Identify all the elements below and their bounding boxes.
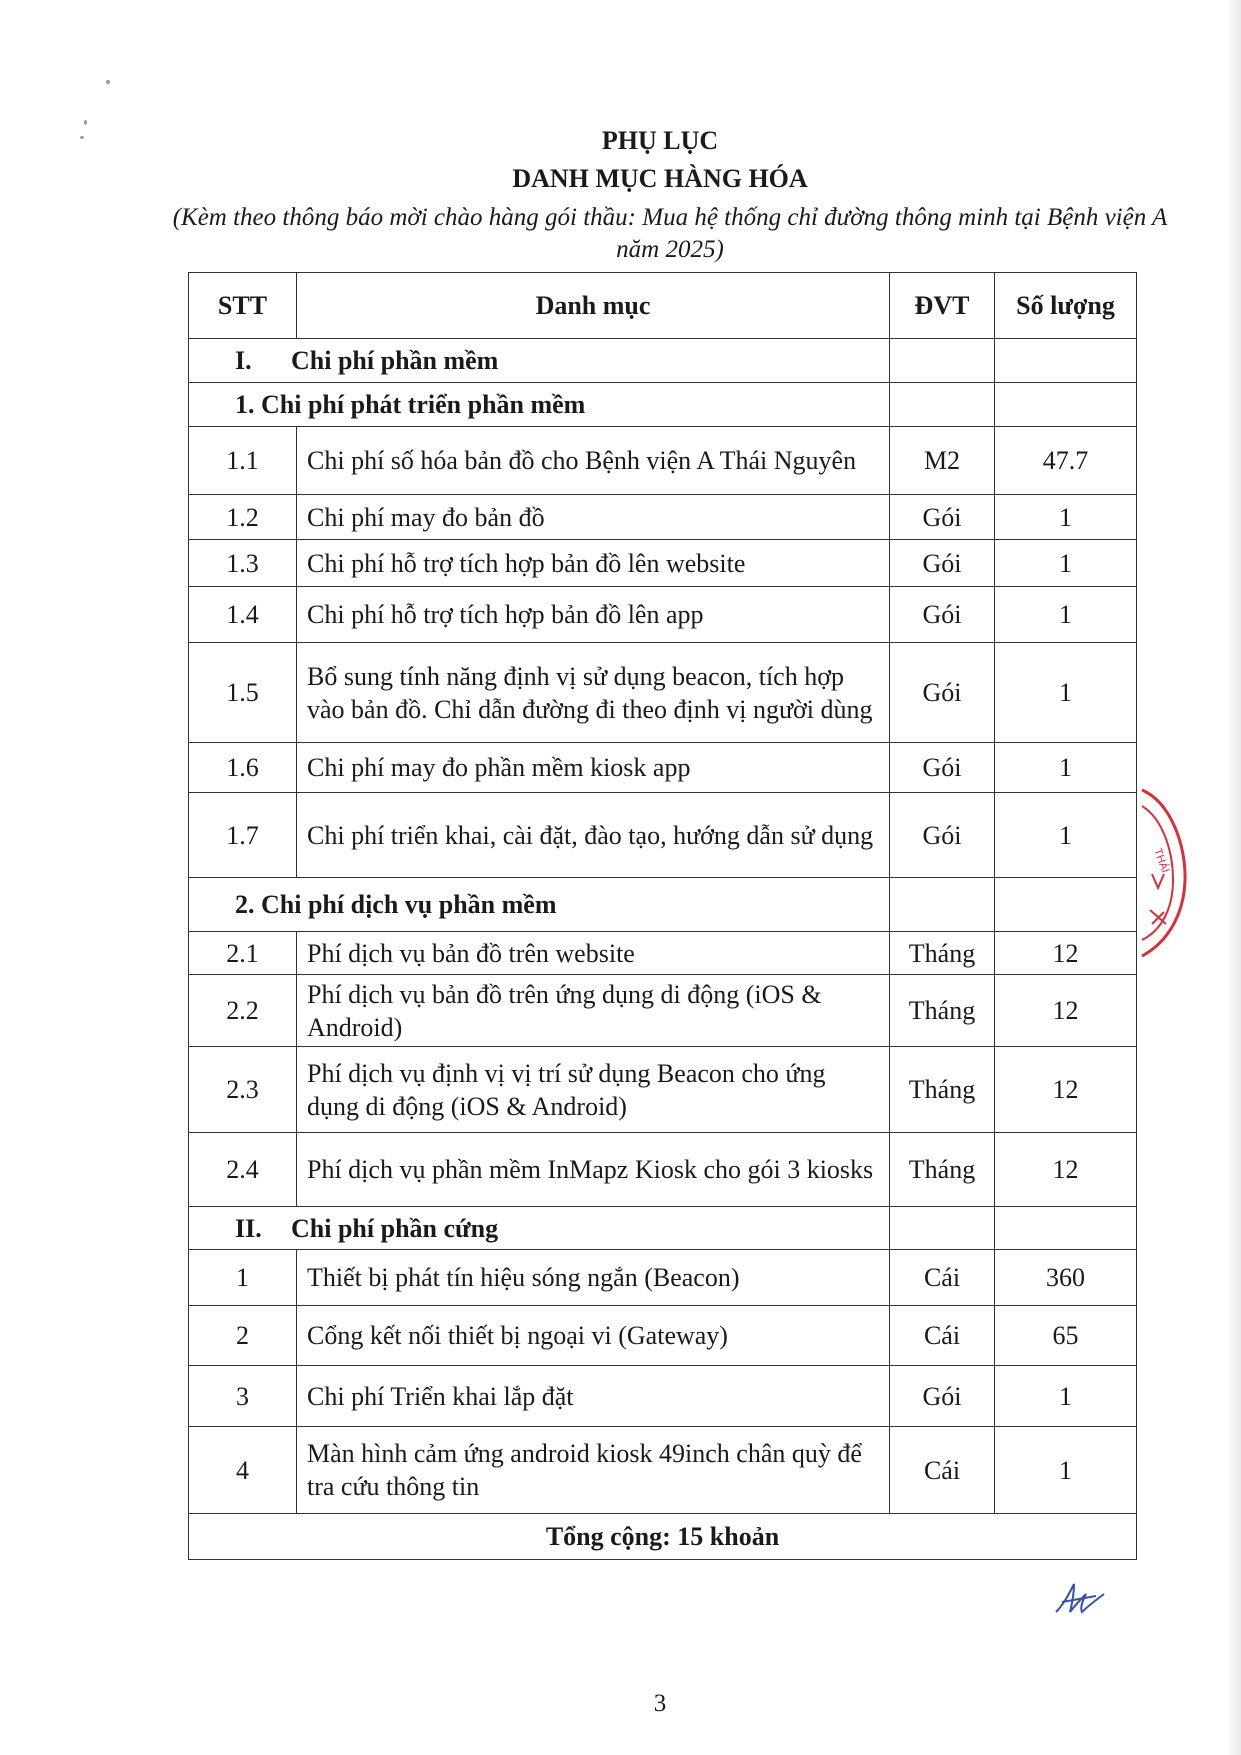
row-item: Chi phí hỗ trợ tích hợp bản đồ lên app: [297, 587, 890, 643]
column-header-item: Danh mục: [297, 273, 890, 339]
row-unit: Gói: [890, 587, 995, 643]
table-row: [189, 975, 1137, 1047]
table-row: [189, 643, 1137, 743]
row-item: Phí dịch vụ bản đồ trên website: [297, 932, 890, 975]
section-label: Chi phí phần mềm: [291, 346, 499, 375]
row-quantity: 1: [995, 743, 1137, 793]
row-quantity: 12: [995, 975, 1137, 1047]
row-unit: Gói: [890, 540, 995, 587]
row-unit: Gói: [890, 1366, 995, 1427]
table-row: [189, 587, 1137, 643]
row-item: Cổng kết nối thiết bị ngoại vi (Gateway): [297, 1306, 890, 1366]
row-unit: Tháng: [890, 1047, 995, 1133]
row-item: Phí dịch vụ phần mềm InMapz Kiosk cho gói 3 kiosks: [297, 1133, 890, 1207]
signature-initials-icon: [1052, 1580, 1106, 1618]
row-unit: Cái: [890, 1250, 995, 1306]
row-unit: Gói: [890, 793, 995, 878]
table-row: [189, 1366, 1137, 1427]
appendix-title: PHỤ LỤC: [601, 126, 719, 155]
row-stt: 2: [189, 1306, 297, 1366]
row-quantity: 360: [995, 1250, 1137, 1306]
total-label: Tổng cộng: 15 khoản: [189, 1514, 1137, 1560]
row-quantity: 1: [995, 495, 1137, 540]
row-quantity: 1: [995, 643, 1137, 743]
table-row: [189, 1306, 1137, 1366]
row-stt: 1.3: [189, 540, 297, 587]
row-unit: Gói: [890, 643, 995, 743]
page-number: 3: [653, 1690, 667, 1717]
row-stt: 1.1: [189, 427, 297, 495]
row-item: Thiết bị phát tín hiệu sóng ngắn (Beacon): [297, 1250, 890, 1306]
column-header-quantity: Số lượng: [995, 273, 1137, 339]
table-row: [189, 932, 1137, 975]
table-header-row: [189, 273, 1137, 339]
row-unit: Tháng: [890, 975, 995, 1047]
row-item: Màn hình cảm ứng android kiosk 49inch chân quỳ để tra cứu thông tin: [297, 1427, 890, 1514]
row-unit: M2: [890, 427, 995, 495]
row-item: Bổ sung tính năng định vị sử dụng beacon, tích hợp vào bản đồ. Chỉ dẫn đường đi theo định vị người dùng: [297, 643, 890, 743]
row-unit: Gói: [890, 495, 995, 540]
row-stt: 2.1: [189, 932, 297, 975]
section-row: [189, 1207, 1137, 1250]
row-stt: 1.2: [189, 495, 297, 540]
section-number: 2.: [235, 890, 255, 919]
row-unit: Cái: [890, 1427, 995, 1514]
section-label: Chi phí phát triển phần mềm: [261, 390, 586, 419]
row-quantity: 1: [995, 1427, 1137, 1514]
row-quantity: 1: [995, 540, 1137, 587]
row-quantity: 47.7: [995, 427, 1137, 495]
row-quantity: 65: [995, 1306, 1137, 1366]
row-unit: Tháng: [890, 1133, 995, 1207]
row-item: Chi phí hỗ trợ tích hợp bản đồ lên website: [297, 540, 890, 587]
scan-speck: [106, 80, 110, 84]
row-item: Chi phí Triển khai lắp đặt: [297, 1366, 890, 1427]
section-number: II.: [235, 1213, 262, 1243]
row-stt: 1: [189, 1250, 297, 1306]
table-row: [189, 1133, 1137, 1207]
row-quantity: 12: [995, 1133, 1137, 1207]
row-quantity: 1: [995, 793, 1137, 878]
section-row: [189, 383, 1137, 427]
row-unit: Gói: [890, 743, 995, 793]
column-header-stt: STT: [189, 273, 297, 339]
scan-speck: [84, 120, 87, 125]
row-quantity: 12: [995, 932, 1137, 975]
row-unit: Tháng: [890, 932, 995, 975]
table-row: [189, 1427, 1137, 1514]
row-stt: 2.2: [189, 975, 297, 1047]
row-item: Phí dịch vụ bản đồ trên ứng dụng di động (iOS & Android): [297, 975, 890, 1047]
row-stt: 2.4: [189, 1133, 297, 1207]
table-row: [189, 495, 1137, 540]
table-row: [189, 540, 1137, 587]
row-item: Phí dịch vụ định vị vị trí sử dụng Beacon cho ứng dụng di động (iOS & Android): [297, 1047, 890, 1133]
column-header-unit: ĐVT: [890, 273, 995, 339]
row-item: Chi phí triển khai, cài đặt, đào tạo, hướng dẫn sử dụng: [297, 793, 890, 878]
row-stt: 1.4: [189, 587, 297, 643]
section-label: Chi phí dịch vụ phần mềm: [261, 890, 557, 919]
row-stt: 4: [189, 1427, 297, 1514]
table-row: [189, 1250, 1137, 1306]
row-stt: 1.5: [189, 643, 297, 743]
row-quantity: 1: [995, 587, 1137, 643]
total-row: [189, 1514, 1137, 1560]
goods-list-title: DANH MỤC HÀNG HÓA: [512, 164, 808, 193]
row-item: Chi phí số hóa bản đồ cho Bệnh viện A Thái Nguyên: [297, 427, 890, 495]
section-number: I.: [235, 346, 252, 375]
table-row: [189, 1047, 1137, 1133]
page-edge-shadow: [1227, 0, 1241, 1755]
row-quantity: 12: [995, 1047, 1137, 1133]
row-stt: 1.7: [189, 793, 297, 878]
goods-table: [188, 272, 1137, 1560]
row-item: Chi phí may đo bản đồ: [297, 495, 890, 540]
table-row: [189, 743, 1137, 793]
row-unit: Cái: [890, 1306, 995, 1366]
row-quantity: 1: [995, 1366, 1137, 1427]
document-note: (Kèm theo thông báo mời chào hàng gói thầu: Mua hệ thống chỉ đường thông minh tại Bệnh viện A năm 2025): [172, 204, 1168, 263]
table-row: [189, 793, 1137, 878]
row-stt: 3: [189, 1366, 297, 1427]
section-row: [189, 878, 1137, 932]
row-stt: 2.3: [189, 1047, 297, 1133]
section-row: [189, 339, 1137, 383]
official-stamp-icon: [1140, 784, 1190, 964]
row-item: Chi phí may đo phần mềm kiosk app: [297, 743, 890, 793]
section-number: 1.: [235, 390, 255, 419]
row-stt: 1.6: [189, 743, 297, 793]
stamp-text: THÁI: [1151, 846, 1172, 875]
section-label: Chi phí phần cứng: [291, 1213, 499, 1243]
table-row: [189, 427, 1137, 495]
